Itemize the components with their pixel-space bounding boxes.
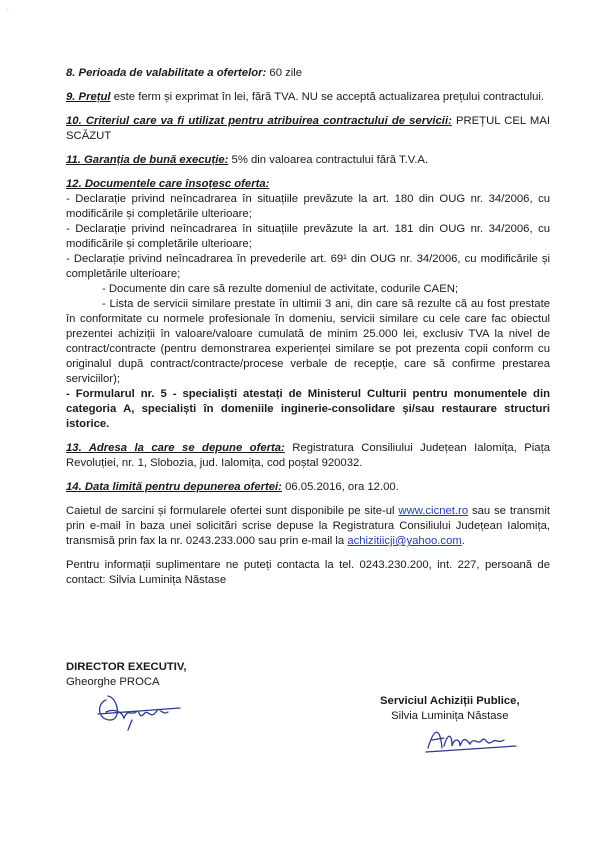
website-link[interactable]: www.cicnet.ro xyxy=(398,505,469,517)
document-item: - Declarație privind neîncadrarea în situațiile prevăzute la art. 181 din OUG nr. 34/2006, cu modificările și completările ulterioare; xyxy=(66,223,550,250)
section-11-value: 5% din valoarea contractului fără T.V.A. xyxy=(228,154,429,166)
signer-right-title: Serviciul Achiziții Publice, xyxy=(380,695,520,707)
section-9-value: este ferm și exprimat în lei, fără TVA. NU se acceptă actualizarea prețului contractului. xyxy=(110,91,545,103)
signer-right xyxy=(380,694,520,724)
signer-right-name: Silvia Luminița Năstase xyxy=(391,710,509,722)
corner-mark: - xyxy=(6,4,9,14)
section-13 xyxy=(66,441,550,471)
signer-left-title: DIRECTOR EXECUTIV, xyxy=(66,661,187,673)
section-8 xyxy=(66,66,550,81)
section-10 xyxy=(66,114,550,144)
availability-paragraph xyxy=(66,504,550,549)
contact-paragraph: Pentru informații suplimentare ne puteți contacta la tel. 0243.230.200, int. 227, persoană de contact: Silvia Luminița Năstase xyxy=(66,559,550,586)
section-11 xyxy=(66,153,550,168)
section-14-value: 06.05.2016, ora 12.00. xyxy=(281,481,399,493)
section-9 xyxy=(66,90,550,105)
document-item: - Declarație privind neîncadrarea în prevederile art. 69¹ din OUG nr. 34/2006, cu modificările și completările ulterioare; xyxy=(66,253,550,280)
section-14 xyxy=(66,480,550,495)
section-10-value: PREȚUL CEL MAI SCĂZUT xyxy=(66,115,550,142)
section-12 xyxy=(66,177,550,432)
section-12-label: 12. Documentele care însoțesc oferta: xyxy=(66,178,270,190)
document-item-bold: - Formularul nr. 5 - specialiști atestați de Ministerul Culturii pentru monumentele din categoria A, specialiști în domeniile inginerie-consolidare și/sau restaurare structuri istorice. xyxy=(66,388,550,430)
section-13-label: 13. Adresa la care se depune oferta: xyxy=(66,442,285,454)
section-10-label: 10. Criteriul care va fi utilizat pentru atribuirea contractului de servicii: xyxy=(66,115,452,127)
email-link[interactable]: achizitiicji@yahoo.com xyxy=(347,535,462,547)
section-14-label: 14. Data limită pentru depunerea ofertei: xyxy=(66,481,282,493)
section-11-label: 11. Garanția de bună execuție: xyxy=(66,154,229,166)
director-signature xyxy=(92,690,182,732)
service-signature xyxy=(424,722,524,756)
section-8-value: 60 zile xyxy=(266,67,303,79)
document-body xyxy=(66,66,550,597)
document-item: - Lista de servicii similare prestate în ultimii 3 ani, din care să rezulte că au fost prestate în conformitate cu normele profesionale în domeniu, servicii similare cu cele care fac obiectul prezentei achiziții în valoare/valoare cumulată de minim 25.000 lei, exclusiv TVA la nivel de contract/contracte (pentru demonstrarea experienței similare se pot prezenta copii conform cu originalul după contract/contracte/procese verbale de recepție, care să confirme prestarea serviciilor); xyxy=(66,298,550,385)
signer-left-name: Gheorghe PROCA xyxy=(66,676,160,688)
document-item: - Declarație privind neîncadrarea în situațiile prevăzute la art. 180 din OUG nr. 34/2006, cu modificările și completările ulterioare; xyxy=(66,193,550,220)
availability-text: Caietul de sarcini și formularele ofertei sunt disponibile pe site-ul xyxy=(66,505,399,517)
signer-left xyxy=(66,660,187,690)
section-8-label: 8. Perioada de valabilitate a ofertelor: xyxy=(66,67,267,79)
document-item: - Documente din care să rezulte domeniul de activitate, codurile CAEN; xyxy=(102,283,459,295)
section-13-value: Registratura Consiliului Județean Ialomița, Piața Revoluției, nr. 1, Slobozia, jud. Ialomița, cod poștal 920032. xyxy=(66,442,551,469)
availability-text: . xyxy=(461,535,465,547)
section-9-label: 9. Prețul xyxy=(66,91,111,103)
availability-text: sau se transmit prin e-mail în baza unei solicitări scrise depuse la Registratura Consiliului Județean Ialomița, transmisă prin fax la nr. 0243.233.000 sau prin e-mail la xyxy=(66,505,550,547)
